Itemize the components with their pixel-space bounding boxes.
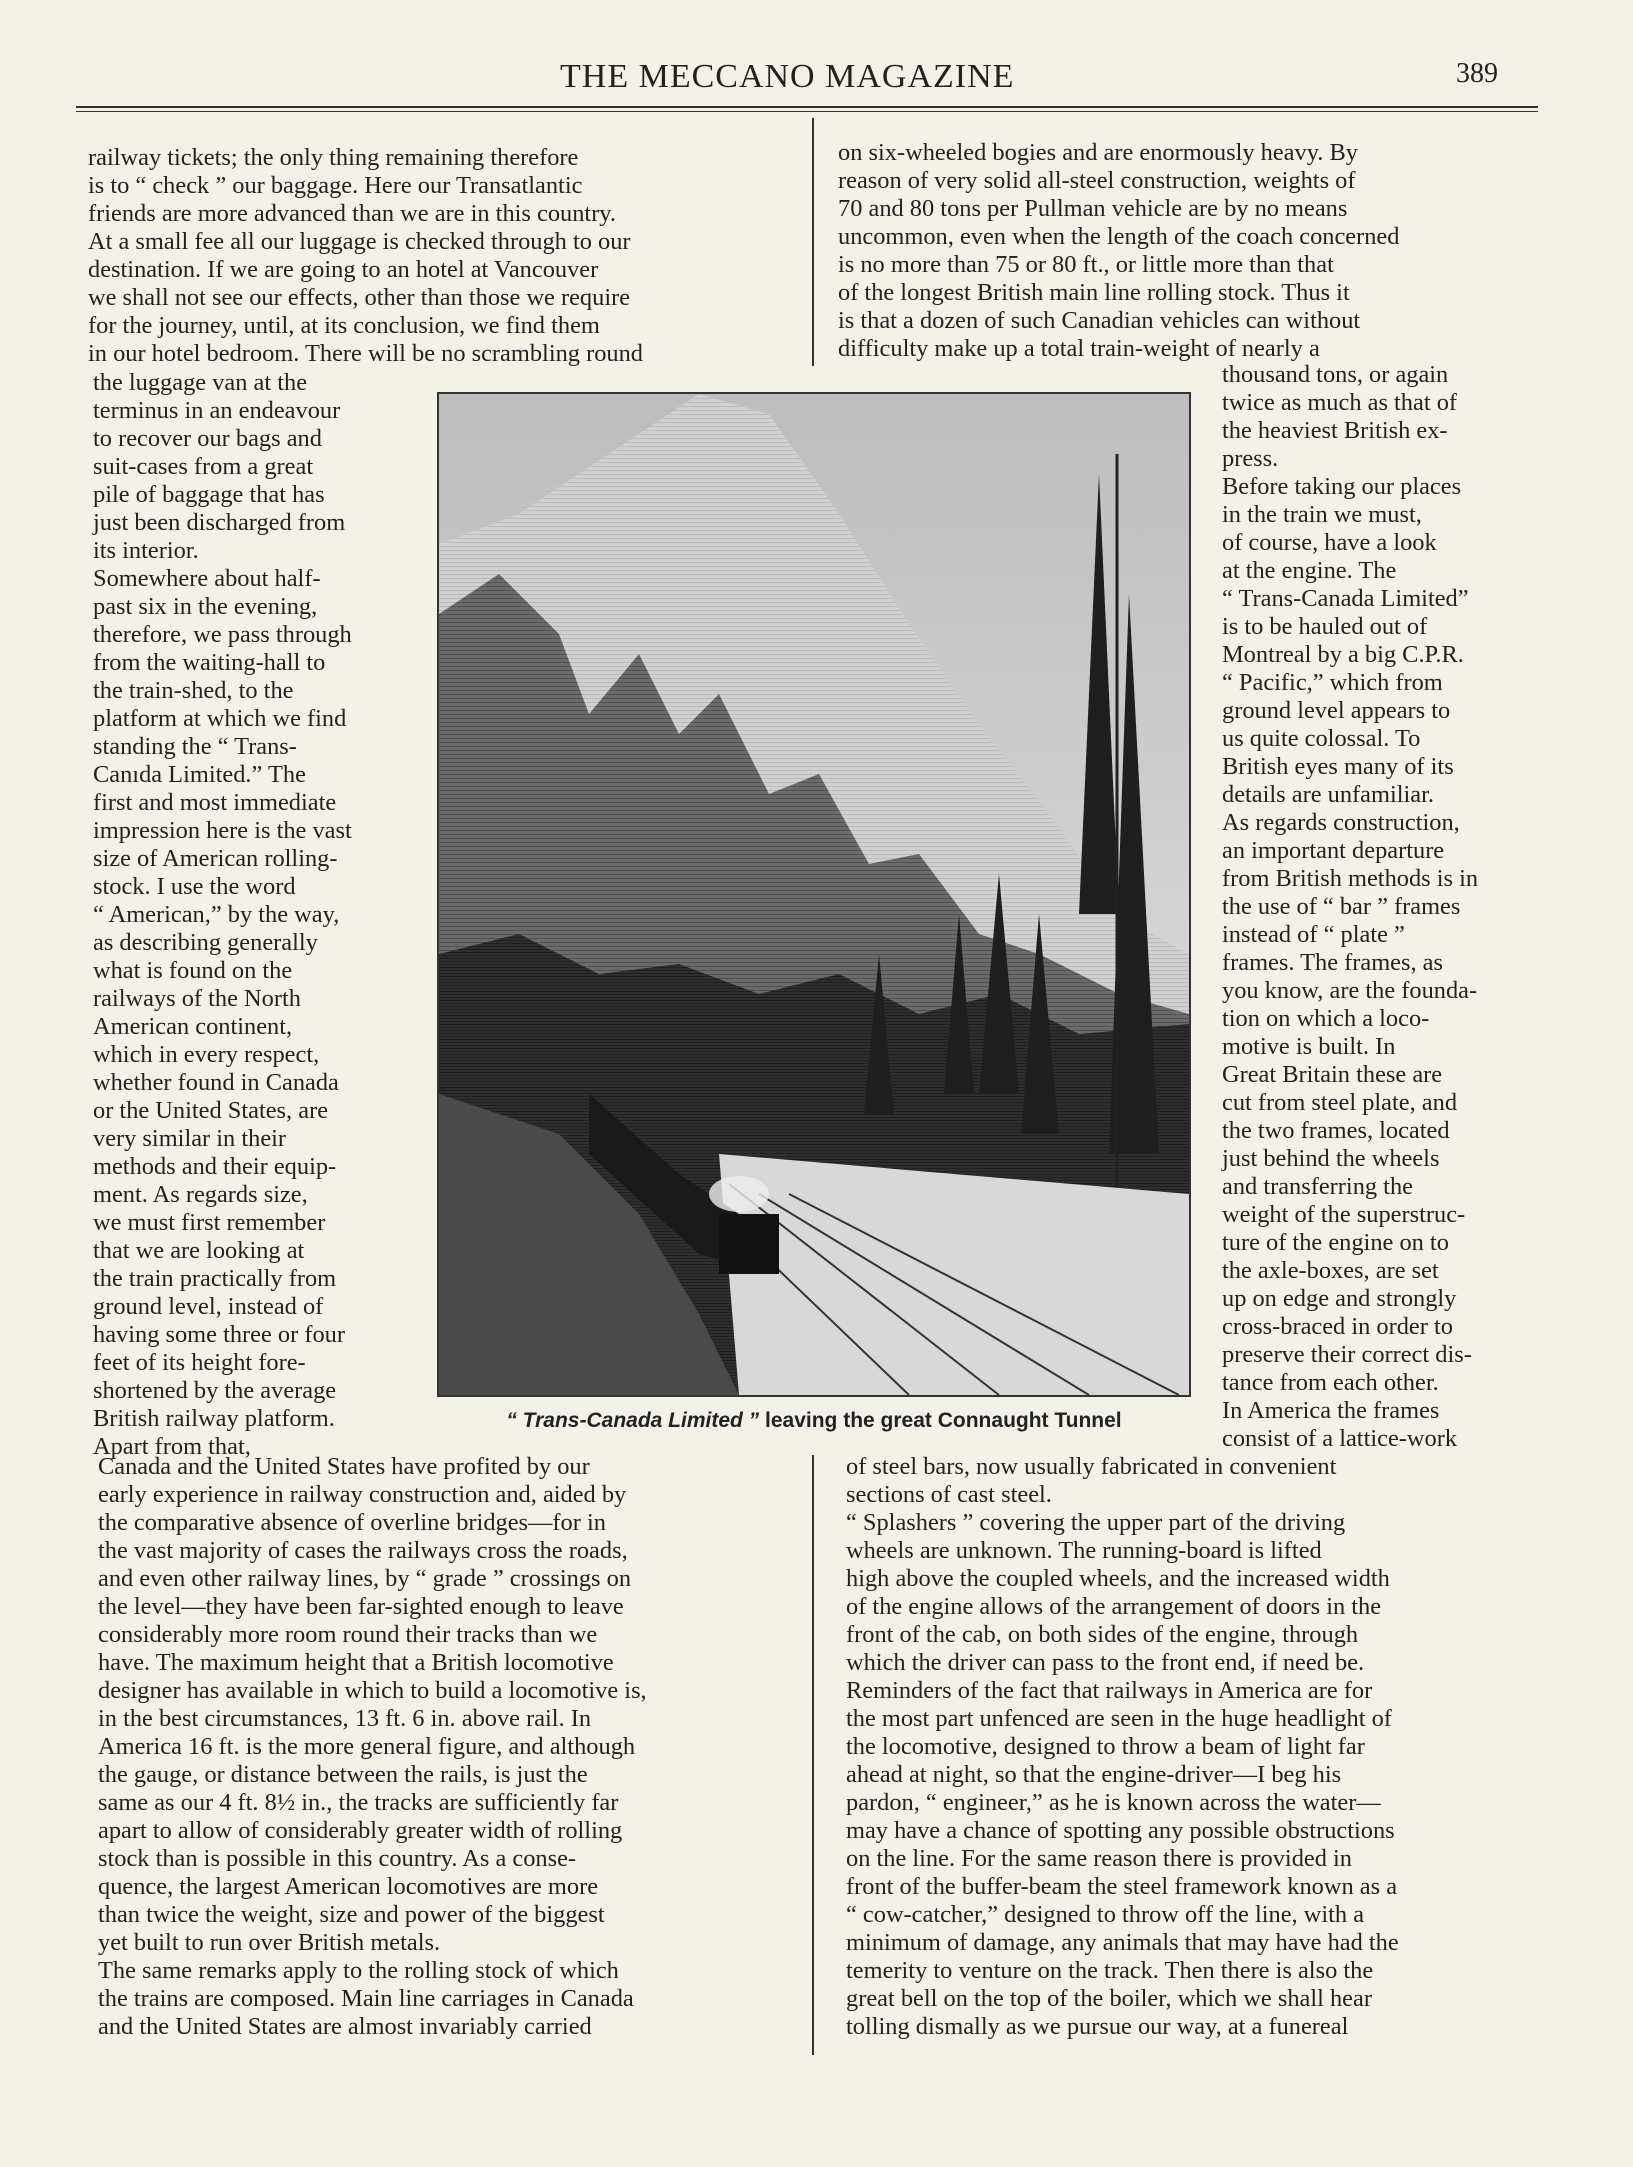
left-column-bottom-text: Canada and the United States have profited by our early experience in railway construction and, aided by the comparative absence of overline bridges—for in the vast majority of cases the railways cross the roads, and even other railway lines, by “ grade ” crossings on the level—they have been far-sighted enough to leave considerably more room round their tracks than we have. The maximum height that a British locomotive designer has available in which to build a locomotive is, in the best circumstances, 13 ft. 6 in. above rail. In America 16 ft. is the more general figure, and although the gauge, or distance between the rails, is just the same as our 4 ft. 8½ in., the tracks are sufficiently far apart to allow of considerably greater width of rolling stock than is possible in this country. As a conse- quence, the largest American locomotives are more than twice the weight, size and power of the biggest yet built to run over British metals. The same remarks apply to the rolling stock of which the trains are composed. Main line carriages in Canada and the United States are almost invariably carried	[98, 1453, 647, 2040]
photo-caption	[437, 1409, 1191, 1433]
train-photograph	[437, 392, 1191, 1397]
magazine-title: THE MECCANO MAGAZINE	[560, 58, 1015, 95]
left-column-top-text: railway tickets; the only thing remaining therefore is to “ check ” our baggage. Here our Transatlantic friends are more advanced than we are in this country. At a small fee all our luggage is checked through to our destination. If we are going to an hotel at Vancouver we shall not see our effects, other than those we require for the journey, until, at its conclusion, we find them in our hotel bedroom. There will be no scrambling round	[88, 144, 643, 367]
header-rule-top	[76, 106, 1538, 108]
page-number: 389	[1456, 58, 1498, 89]
right-column-narrow-text: thousand tons, or again twice as much as that of the heaviest British ex- press. Before taking our places in the train we must, of course, have a look at the engine. The “ Trans-Canada Limited” is to be hauled out of Montreal by a big C.P.R. “ Pacific,” which from ground level appears to us quite colossal. To British eyes many of its details are unfamiliar. As regards construction, an important departure from British methods is in the use of “ bar ” frames instead of “ plate ” frames. The frames, as you know, are the founda- tion on which a loco- motive is built. In Great Britain these are cut from steel plate, and the two frames, located just behind the wheels and transferring the weight of the superstruc- ture of the engine on to the axle-boxes, are set up on edge and strongly cross-braced in order to preserve their correct dis- tance from each other. In America the frames consist of a lattice-work	[1222, 361, 1479, 1452]
column-divider-top	[812, 118, 814, 366]
column-divider-bottom	[812, 1455, 814, 2055]
header-rule-bottom	[76, 111, 1538, 112]
left-column-narrow-text: the luggage van at the terminus in an endeavour to recover our bags and suit-cases from a great pile of baggage that has just been discharged from its interior. Somewhere about half- past six in the evening, therefore, we pass through from the waiting-hall to the train-shed, to the platform at which we find standing the “ Trans- Canıda Limited.” The first and most immediate impression here is the vast size of American rolling- stock. I use the word “ American,” by the way, as describing generally what is found on the railways of the North American continent, which in every respect, whether found in Canada or the United States, are very similar in their methods and their equip- ment. As regards size, we must first remember that we are looking at the train practically from ground level, instead of having some three or four feet of its height fore- shortened by the average British railway platform. Apart from that,	[93, 369, 352, 1460]
caption-rest: leaving the great Connaught Tunnel	[759, 1409, 1122, 1432]
mountain-train-illustration	[439, 394, 1189, 1395]
right-column-bottom-text: of steel bars, now usually fabricated in convenient sections of cast steel. “ Splashers ” covering the upper part of the driving wheels are unknown. The running-board is lifted high above the coupled wheels, and the increased width of the engine allows of the arrangement of doors in the front of the cab, on both sides of the engine, through which the driver can pass to the front end, if need be. Reminders of the fact that railways in America are for the most part unfenced are seen in the huge headlight of the locomotive, designed to throw a beam of light far ahead at night, so that the engine-driver—I beg his pardon, “ engineer,” as he is known across the water— may have a chance of spotting any possible obstructions on the line. For the same reason there is provided in front of the buffer-beam the steel framework known as a “ cow-catcher,” designed to throw off the line, with a minimum of damage, any animals that may have had the temerity to venture on the track. Then there is also the great bell on the top of the boiler, which we shall hear tolling dismally as we pursue our way, at a funereal	[846, 1453, 1399, 2040]
right-column-top-text: on six-wheeled bogies and are enormously heavy. By reason of very solid all-steel construction, weights of 70 and 80 tons per Pullman vehicle are by no means uncommon, even when the length of the coach concerned is no more than 75 or 80 ft., or little more than that of the longest British main line rolling stock. Thus it is that a dozen of such Canadian vehicles can without difficulty make up a total train-weight of nearly a	[838, 139, 1400, 362]
caption-title: “ Trans-Canada Limited ”	[506, 1409, 760, 1432]
